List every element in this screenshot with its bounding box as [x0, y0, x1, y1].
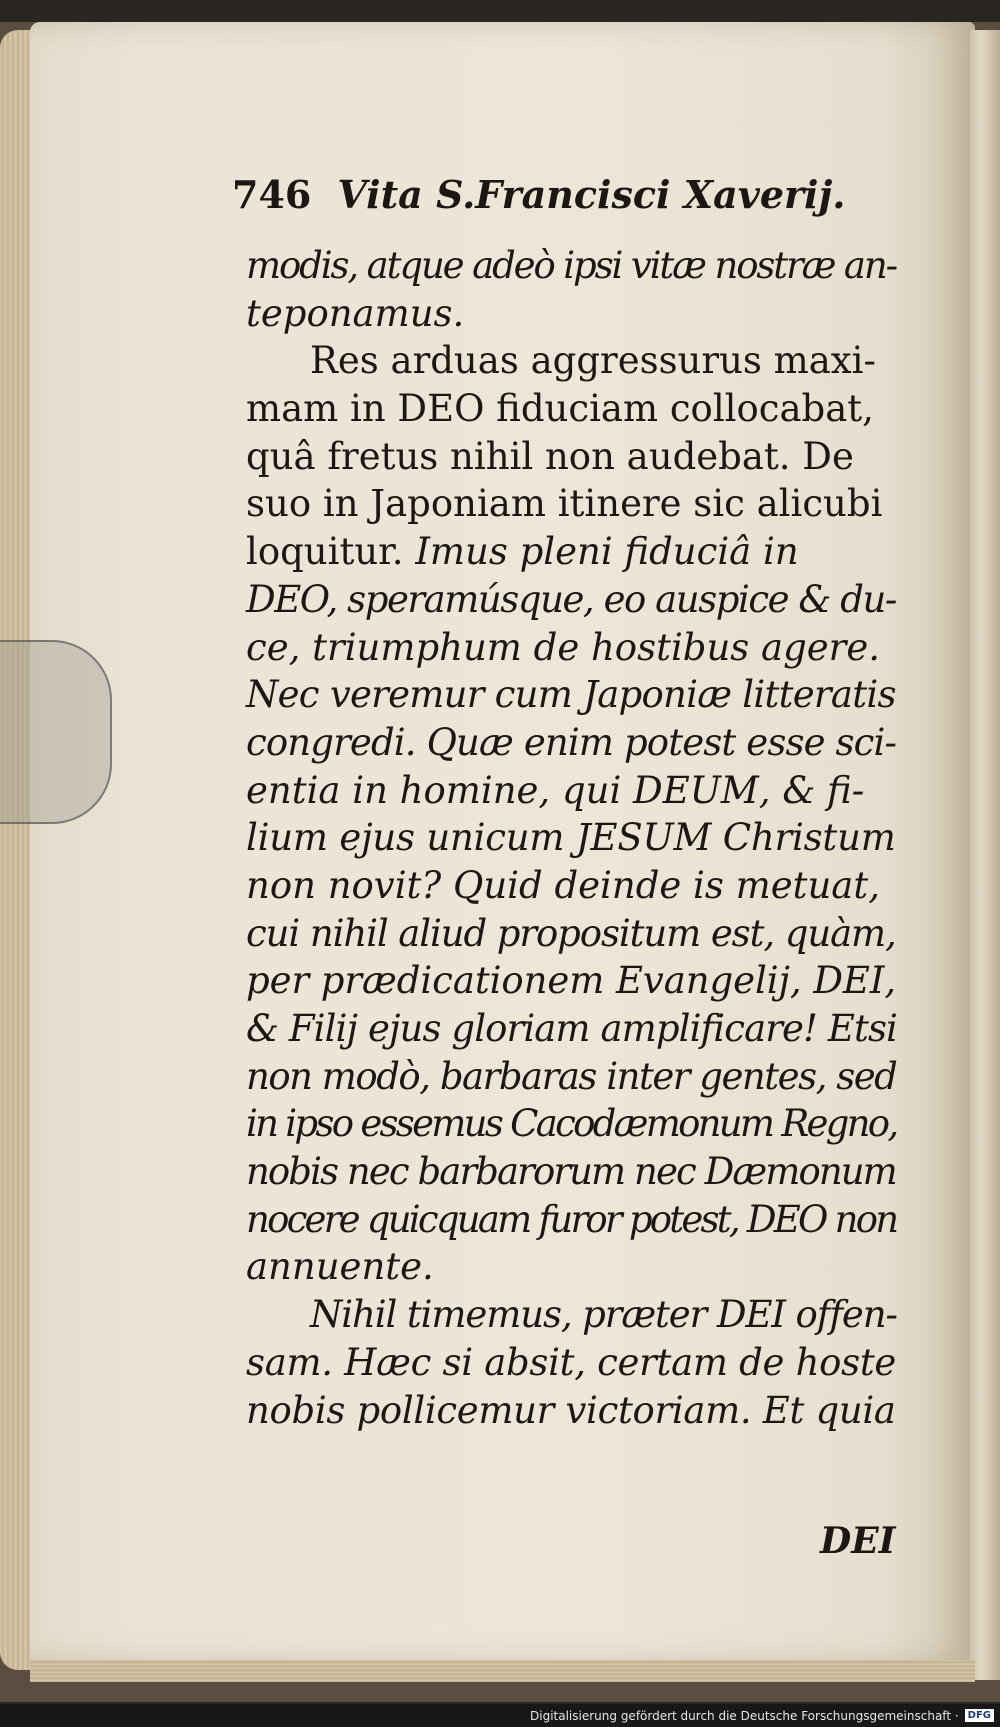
page-number: 746 — [232, 172, 312, 217]
text-line: per prædicationem Evangelij, DEI, — [246, 959, 897, 1003]
roman-run: loquitur. — [246, 530, 416, 574]
text-line: in ipso essemus Cacodæmonum Regno, — [246, 1102, 897, 1146]
footer-bar — [0, 1704, 1000, 1727]
text-line: non novit? Quid deinde is metuat, — [246, 863, 880, 907]
text-line: nobis nec barbarorum nec Dæmonum — [246, 1150, 896, 1194]
text-line: suo in Japoniam itinere sic alicubi — [246, 482, 883, 526]
text-line: congredi. Quæ enim potest esse sci- — [246, 720, 897, 764]
italic-run: Imus pleni fiduciâ in — [415, 530, 799, 574]
text-line: sam. Hæc si absit, certam de hoste — [246, 1340, 897, 1384]
running-title: Vita S.Francisci Xaverij. — [337, 172, 846, 217]
text-line: non modò, barbaras inter gentes, sed — [246, 1054, 897, 1098]
footer-credit: Digitalisierung gefördert durch die Deutsche Forschungsgemeinschaft · — [530, 1708, 959, 1723]
text-line: mam in DEO fiduciam collocabat, — [246, 387, 874, 431]
text-line: modis, atque adeò ipsi vitæ nostræ an- — [246, 244, 896, 287]
text-line: teponamus. — [246, 291, 465, 335]
text-line — [246, 528, 906, 576]
gutter-edge — [970, 30, 1000, 1680]
text-line: entia in homine, qui DEUM, & fi- — [246, 768, 865, 812]
text-line: & Filij ejus gloriam amplificare! Etsi — [246, 1007, 897, 1050]
text-line: ce, triumphum de hostibus agere. — [246, 625, 881, 669]
body-text — [246, 242, 906, 1434]
text-line: cui nihil aliud propositum est, quàm, — [246, 911, 896, 955]
dfg-logo: DFG — [965, 1709, 994, 1722]
text-line: nobis pollicemur victoriam. Et quia — [246, 1388, 896, 1432]
text-line: Res arduas aggressurus maxi- — [310, 339, 877, 383]
page-clip — [0, 640, 112, 824]
text-line: Nec veremur cum Japoniæ litteratis — [246, 673, 896, 717]
catchword: DEI — [820, 1520, 896, 1562]
text-line: Nihil timemus, præter DEI offen- — [310, 1293, 897, 1337]
text-line: DEO, speramúsque, eo auspice & du- — [246, 577, 896, 621]
text-line: lium ejus unicum JESUM Christum — [246, 816, 896, 860]
text-line: nocere quicquam furor potest, DEO non — [246, 1197, 897, 1241]
text-line: quâ fretus nihil non audebat. De — [246, 434, 854, 478]
page-stack-bottom — [30, 1660, 975, 1682]
running-header — [232, 172, 872, 217]
text-line: annuente. — [246, 1245, 434, 1289]
